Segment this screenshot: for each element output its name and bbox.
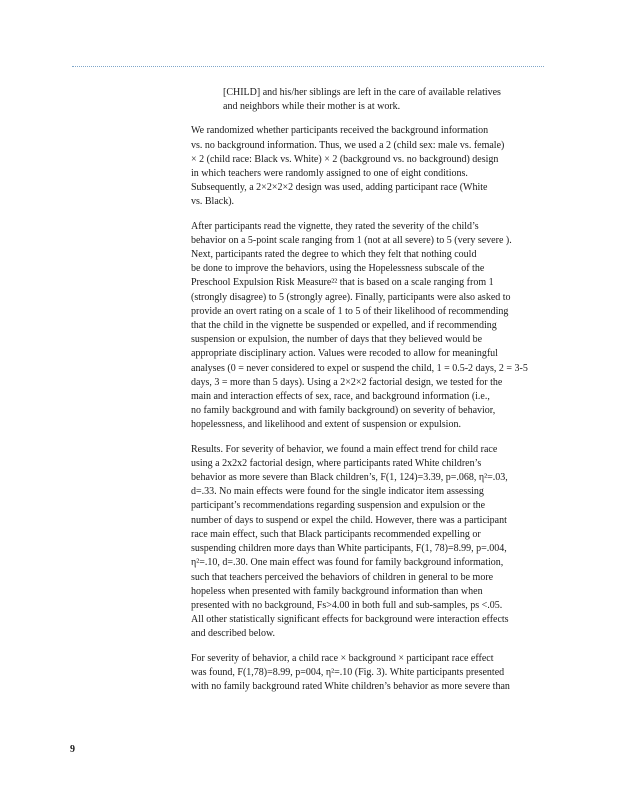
text-line: Preschool Expulsion Risk Measure²² that is based on a scale ranging from 1 (191, 277, 494, 289)
text-line: such that teachers perceived the behaviors of children in general to be more (191, 571, 494, 583)
text-line: analyses (0 = never considered to expel or suspend the child, 1 = 0.5-2 days, 2 = 3-5 (191, 362, 528, 374)
text-line: Subsequently, a 2×2×2×2 design was used, adding participant race (White (191, 182, 488, 194)
text-line: in which teachers were randomly assigned to one of eight conditions. (191, 168, 468, 180)
text-line: suspending children more days than White participants, F(1, 78)=8.99, p=.004, (191, 543, 507, 555)
text-line: appropriate disciplinary action. Values were recoded to allow for meaningful (191, 348, 498, 360)
text-line: main and interaction effects of sex, race, and background information (i.e., (191, 391, 490, 403)
body-text (191, 86, 547, 704)
text-line: hopelessness, and likelihood and extent of suspension or expulsion. (191, 419, 461, 431)
header-rule (72, 66, 544, 67)
text-line: All other statistically significant effects for background were interaction effects (191, 614, 509, 626)
text-line: behavior on a 5-point scale ranging from 1 (not at all severe) to 5 (very severe ). (191, 234, 512, 246)
text-line: was found, F(1,78)=8.99, p=004, η²=.10 (Fig. 3). White participants presented (191, 666, 505, 678)
paragraph-measures (191, 220, 547, 433)
text-line: Next, participants rated the degree to which they felt that nothing could (191, 249, 477, 261)
text-line: number of days to suspend or expel the child. However, there was a participant (191, 514, 507, 526)
text-line: vs. no background information. Thus, we used a 2 (child sex: male vs. female) (191, 139, 505, 151)
text-line: Results. For severity of behavior, we found a main effect trend for child race (191, 443, 498, 455)
text-line: hopeless when presented with family background information than when (191, 585, 483, 597)
text-line: provide an overt rating on a scale of 1 to 5 of their likelihood of recommending (191, 305, 509, 317)
text-line: (strongly disagree) to 5 (strongly agree). Finally, participants were also asked to (191, 291, 511, 303)
paragraph-results (191, 443, 547, 642)
text-line: vs. Black). (191, 196, 235, 208)
text-line: × 2 (child race: Black vs. White) × 2 (background vs. no background) design (191, 153, 499, 165)
text-line: For severity of behavior, a child race × background × participant race effect (191, 652, 494, 664)
page-number: 9 (70, 744, 75, 755)
text-line: using a 2x2x2 factorial design, where participants rated White children’s (191, 457, 482, 469)
text-line: with no family background rated White children’s behavior as more severe than (191, 680, 510, 692)
text-line: participant’s recommendations regarding suspension and expulsion or the (191, 500, 486, 512)
text-line: After participants read the vignette, they rated the severity of the child’s (191, 220, 479, 232)
quote-line: and neighbors while their mother is at work. (223, 101, 401, 113)
text-line: We randomized whether participants received the background information (191, 125, 489, 137)
text-line: no family background and with family background) on severity of behavior, (191, 405, 496, 417)
text-line: d=.33. No main effects were found for the single indicator item assessing (191, 486, 484, 498)
text-line: and described below. (191, 628, 276, 640)
text-line: days, 3 = more than 5 days). Using a 2×2×2 factorial design, we tested for the (191, 376, 503, 388)
quote-line: [CHILD] and his/her siblings are left in the care of available relatives (223, 87, 501, 98)
paragraph-design (191, 124, 547, 209)
paragraph-severity (191, 652, 547, 695)
text-line: presented with no background, Fs>4.00 in both full and sub-samples, ps <.05. (191, 599, 503, 611)
vignette-quote (223, 86, 547, 114)
text-line: race main effect, such that Black participants recommended expelling or (191, 528, 481, 540)
text-line: behavior as more severe than Black children’s, F(1, 124)=3.39, p=.068, η²=.03, (191, 472, 508, 484)
text-line: that the child in the vignette be suspended or expelled, and if recommending (191, 320, 497, 332)
text-line: η²=.10, d=.30. One main effect was found for family background information, (191, 557, 504, 569)
text-line: suspension or expulsion, the number of days that they believed would be (191, 334, 483, 346)
text-line: be done to improve the behaviors, using the Hopelessness subscale of the (191, 263, 485, 275)
